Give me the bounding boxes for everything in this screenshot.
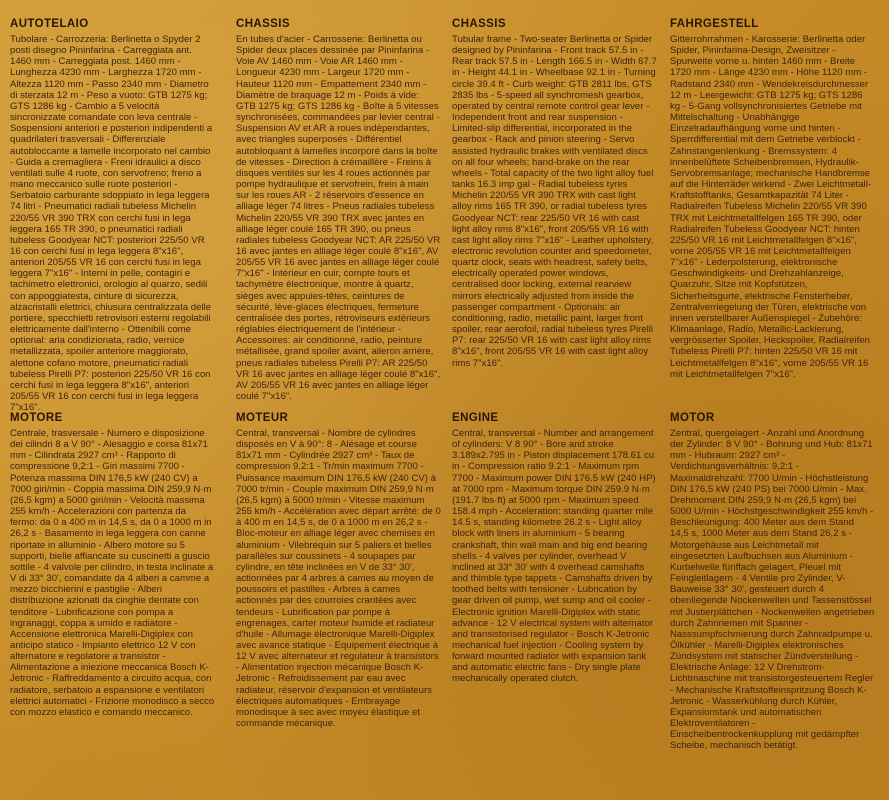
section-moteur — [236, 412, 441, 729]
section-text: Zentral, quergelagert - Anzahl und Anordnung der Zylinder: 8 V 90° - Bohrung und Hub: 81x71 mm - Hubraum: 2927 cm³ - Verdichtungsverhältnis: 9,2:1 - Maximaldrehzahl: 7700 U/min - Höchstleistung DIN 176,5 kW (240 PS) bei 7000 U/min - Max. Drehmoment DIN 259,9 N·m (26,5 kgm) bei 5000 U/min - Höchstgeschwindigkeit 255 km/h - Beschleunigung: 400 Meter aus dem Stand 14,5 s, 1000 Meter aus dem Stand 26,2 s - Motorgehäuse aus Leichtmetall mit eingesetzten Laufbuchsen aus Aluminium - Kurbelwelle fünffach gelagert, Pleuel mit Feingleitlagern - 4 Ventile pro Zylinder, V-Bauweise 33° 30', gesteuert durch 4 obenliegende Nockenwellen und Tassenstössel mit Justierplättchen - Nockenwellen angetrieben durch Zahnriemen mit Spanner - Nasssumpfschmierung durch Zahnradpumpe u. Ölkühler - Marelli-Digiplex elektronisches Zündsystem mit statischer Zündverstellung - Elektrische Anlage: 12 V Drehstrom-Lichtmaschine mit transistorgesteuertem Regler - Mechanische Kraftstoffeinspritzung Bosch K-Jetronic - Wasserkühlung durch Kühler, Expansionstank und automatischen Elektroventilatoren - Einscheibentrockenkupplung mit gedämpfter Scheibe, mechanisch betätigt. — [670, 428, 875, 752]
section-text: Centrale, trasversale - Numero e disposizione dei cilindri 8 a V 90° - Alesaggio e corsa 81x71 mm - Cilindrata 2927 cm³ - Rapporto di compressione 9,2:1 - Giri massimi 7700 - Potenza massima DIN 176,5 kW (240 CV) a 7000 giri/min - Coppia massima DIN 259,9 N·m (26,5 kgm) a 5000 giri/min - Velocità massima 255 km/h - Accelerazioni con partenza da fermo: da 0 a 400 m in 14,5 s, da 0 a 1000 m in 26,2 s - Basamento in lega leggera con canne riportate in alluminio - Albero motore su 5 supporti, bielle affiancate su cuscinetti a guscio sottile - 4 valvole per cilindro, in testa inclinate a V di 33° 30', comandate da 4 alberi a camme a mezzo bicchierini e pastiglie - Alberi distribuzione azionati da cinghie dentate con tenditore - Lubrificazione con pompa a ingranaggi, coppa a umido e radiatore - Accensione elettronica Marelli-Digiplex con anticipo statico - Impianto elettrico 12 V con alternatore e regolatore a transistor - Alimentazione a iniezione meccanica Bosch K-Jetronic - Raffreddamento a circuito acqua, con radiatore, serbatoio a espansione e ventilatori elettrici automatici - Frizione monodisco a secco con mozzo elastico e comando meccanico. — [10, 428, 215, 718]
section-chassis-en — [452, 18, 657, 369]
section-motor — [670, 412, 875, 752]
section-heading: AUTOTELAIO — [10, 18, 89, 30]
section-heading: FAHRGESTELL — [670, 18, 759, 30]
section-text: Central, transversal - Number and arrangement of cylinders: V 8 90° - Bore and stroke 3.189x2.795 in - Piston displacement 178.61 cu in - Compression ratio 9.2:1 - Maximum rpm 7700 - Maximum power DIN 176.5 kW (240 HP) at 7000 rpm - Maximum torque DIN 259.9 N·m (191.7 lbs·ft) at 5000 rpm - Maximum speed 158.4 mph - Acceleration: standing quarter mile 14.5 s, standing kilometre 26.2 s - Light alloy block with liners in aluminium - 5 bearing crankshaft, thin wall main and big end bearing shells - 4 valves per cylinder, overhead V inclined at 33° 30' with 4 overhead camshafts and thimble type tappets - Camshafts driven by toothed belts with tensioner - Lubrication by gear driven oil pump, wet sump and oil cooler - Electronic ignition Marelli-Digiplex with static advance - 12 V electrical system with alternator and transistorised regulator - Bosch K-Jetronic mechanical fuel injection - Cooling system by forward mounted radiator with expansion tank and automatic electric fans - Dry single plate mechanically operated clutch. — [452, 428, 656, 685]
section-autotelaio — [10, 18, 215, 413]
section-text: En tubes d'acier - Carrosserie: Berlinetta ou Spider deux places dessinée par Pininfarina - Voie AV 1460 mm - Voie AR 1460 mm - Longueur 4230 mm - Largeur 1720 mm - Hauteur 1120 mm - Empattement 2340 mm - Diamètre de braquage 12 m - Poids à vide: GTB 1275 kg; GTS 1286 kg - Boîte à 5 vitesses synchronisées, commandées par levier central - Suspension AV et AR à roues indépendantes, avec triangles superposés - Différentiel autobloquant à lamelles incorporé dans la boîte de vitesses - Direction à crémaillère - Freins à disques ventilés sur les 4 roues actionnés par pompe hydraulique et servofrein, frein à main sur les roues AR - 2 réservoirs d'essence en alliage léger 74 litres - Pneus radiales tubeless Michelin 220/55 VR 390 TRX avec jantes en alliage léger coulé 165 TR 390, ou pneus radiales tubeless Goodyear NCT: AR 225/50 VR 16 avec jantes en alliage léger coulé 8"x16", AV 205/55 VR 16 avec jantes en alliage léger coulé 7"x16" - Intérieur en cuir, compte tours et tachymètre électronique, montre à quartz, sièges avec appuies-têtes, ceintures de sécurité, lève-glaces électriques, fermeture centralisée des portes, rétroviseurs extérieurs réglables électriquement de l'intérieur - Accessoires: air conditionné, radio, peinture métallisée, grand spoiler avant, aileron arrière, pneus radiales tubeless Pirelli P7: AR 225/50 VR 16 avec jantes en alliage léger coulé 8"x16", AV 205/55 VR 16 avec jantes en alliage léger coulé 7"x16". — [236, 34, 441, 402]
section-text: Central, transversal - Nombre de cylindres disposés en V à 90°: 8 - Alésage et course 81x71 mm - Cylindrée 2927 cm³ - Taux de compression 9,2:1 - Tr/min maximum 7700 - Puissance maximum DIN 176,5 kW (240 CV) à 7000 tr/min - Couple maximum DIN 259,9 N·m (26,5 kgm) à 5000 tr/min - Vitesse maximum 255 km/h - Accélération avec départ arrêté: de 0 à 400 m en 14,5 s, de 0 à 1000 m en 26,2 s - Bloc-moteur en alliage léger avec chemises en aluminium - Vilebrequin sur 5 paliers et bielles parallèles sur coussinets - 4 soupapes par cylindre, en tête inclinées en V de 33° 30', actionnées par 4 arbres à cames au moyen de poussoirs et pastilles - Arbres à cames actionnés par des courroies crantées avec tendeurs - Lubrification par pompe à engrenages, carter moteur humide et radiateur d'huile - Allumage électronique Marelli-Digiplex avec avance statique - Equipement électrique à 12 V avec alternateur et regulateur à transistors - Alimentation injection mécanique Bosch K-Jetronic - Refroidissement par eau avec radiateur, réservoir d'expansion et ventilateurs électriques automatiques - Embrayage monodisque à sec avec moyeu élastique et commande mécanique. — [236, 428, 441, 730]
section-text: Tubolare - Carrozzeria: Berlinetta o Spyder 2 posti disegno Pininfarina - Carreggiata ant. 1460 mm - Carreggiata post. 1460 mm - Lunghezza 4230 mm - Larghezza 1720 mm - Altezza 1120 mm - Passo 2340 mm - Diametro di sterzata 12 m - Peso a vuoto: GTB 1275 kg; GTS 1286 kg - Cambio a 5 velocità sincronizzate comandate con leva centrale - Sospensioni anteriori e posteriori indipendenti a quadrilateri trasversali - Differenziale autobloccante a lamelle incorporato nel cambio - Guida a cremagliera - Freni idraulici a disco ventilati sulle 4 ruote, con servofreno; freno a mano meccanico sulle ruote posteriori - Serbatoio carburante sdoppiato in lega leggera 74 litri - Pneumatici radiali tubeless Michelin 220/55 VR 390 TRX con cerchi fusi in lega leggera 165 TR 390, o pneumatici radiali tubeless Goodyear NCT: posteriori 225/50 VR 16 con cerchi fusi in lega leggera 8"x16", anteriori 205/55 VR 16 con cerchi fusi in lega leggera 7"x16" - Interni in pelle, contagiri e tachimetro elettronici, orologio al quarzo, sedili con appoggiatesta, cinture di sicurezza, alzacristalli elettrici, chiusura centralizzata delle portiere, specchietti retrovisori esterni regolabili elettricamente dall'interno - Ottenibili come optional: aria condizionata, radio, vernice metallizzata, spoiler anteriore maggiorato, alettone cofano motore, pneumatici radiali tubeless Pirelli P7: posteriori 225/50 VR 16 con cerchi fusi in lega leggera 8"x16", anteriori 205/55 VR 16 con cerchi fusi in lega leggera 7"x16". — [10, 34, 213, 414]
section-heading: MOTOR — [670, 412, 715, 424]
section-engine — [452, 412, 657, 685]
section-heading: MOTORE — [10, 412, 63, 424]
section-heading: CHASSIS — [236, 18, 290, 30]
section-text: Gitterrohrrahmen - Karosserie: Berlinetta oder Spider, Pininfarina-Design, Zweisitzer - Spurweite vorne u. hinten 1460 mm - Breite 1720 mm - Länge 4230 mm - Höhe 1120 mm - Radstand 2340 mm - Wendekreisdurchmesser 12 m - Leergewicht: GTB 1275 kg; GTS 1286 kg - 5-Gang vollsynchronisiertes Getriebe mit Mittelschaltung - Unabhängige Einzelradaufhängung vorne und hinten - Sperrdifferential mit dem Getriebe verblockt - Zahnstangenlenkung - Bremssystem: 4 innenbelüftete Scheibenbremsen, Hydraulik-Servobremsanlage; mechanische Handbremse auf die Hinterräder wirkend - Zwei Leichtmetall-Kraftstofftanks, Gesamtkapazität 74 Liter - Radialreifen Tubeless Michelin 220/55 VR 390 TRX mit Leichtmetallfelgen 165 TR 390, oder Radialreifen Tubeless Goodyear NCT: hinten 225/50 VR 16 mit Leichtmetallfelgen 8"x16", vorne 205/55 VR 16 mit Leichtmetallfelgen 7"x16" - Lederpolsterung, elektronische Geschwindigkeits- und Drehzahlanzeige, Quarzuhr, Sitze mit Kopfstützen, Sicherheitsgurte, elektrische Fensterheber, Zentralverriegelung der Türen, elektrische von innen verstellbarer Außenspiegel - Zubehöre: Klimaanlage, Radio, Metallic-Lackierung, vergrösserter Spoiler, Heckspoiler, Radialreifen Tubeless Pirelli P7: hinten 225/50 VR 16 mit Leichtmetallfelgen 8"x16", vorne 205/55 VR 16 mit Leichtmetallfelgen 7"x16". — [670, 34, 872, 380]
section-heading: MOTEUR — [236, 412, 289, 424]
section-motore — [10, 412, 215, 718]
section-chassis-fr — [236, 18, 441, 402]
section-fahrgestell — [670, 18, 875, 380]
section-heading: CHASSIS — [452, 18, 506, 30]
section-text: Tubular frame - Two-seater Berlinetta or Spider designed by Pininfarina - Front track 57.5 in - Rear track 57.5 in - Length 166.5 in - Width 67.7 in - Height 44.1 in - Wheelbase 92.1 in - Turning circle 39.4 ft - Curb weight: GTB 2811 lbs, GTS 2835 lbs - 5-speed all synchromesh gearbox, operated by central remote control gear lever - Independent front and rear suspension - Limited-slip differential, incorporated in the gearbox - Rack and pinion steering - Servo assisted hydraulic brakes with ventilated discs on all four wheels; hand-brake on the rear wheels - Total capacity of the two light alloy fuel tanks 16.3 imp gal - Radial tubeless tyres Michelin 220/55 VR 390 TRX with cast light alloy rims 165 TR 390, or radial tubeless tyres Goodyear NCT: rear 225/50 VR 16 with cast light alloy rims 8"x16", front 205/55 VR 16 with cast light alloy rims 7"x16" - Leather upholstery, electronic revolution counter and speedometer, quartz clock, seats with headrest, safety belts, electrically operated power windows, centralised door locking, external rearview mirrors electrically adjusted from inside the passenger compartment - Optionals: air conditioning, radio, metallic paint, larger front spoiler, rear aerofoil, radial tubeless tyres Pirelli P7: rear 225/50 VR 16 with cast light alloy rims 8"x16", front 205/55 VR 16 with cast light alloy rims 7"x16". — [452, 34, 657, 369]
section-heading: ENGINE — [452, 412, 499, 424]
